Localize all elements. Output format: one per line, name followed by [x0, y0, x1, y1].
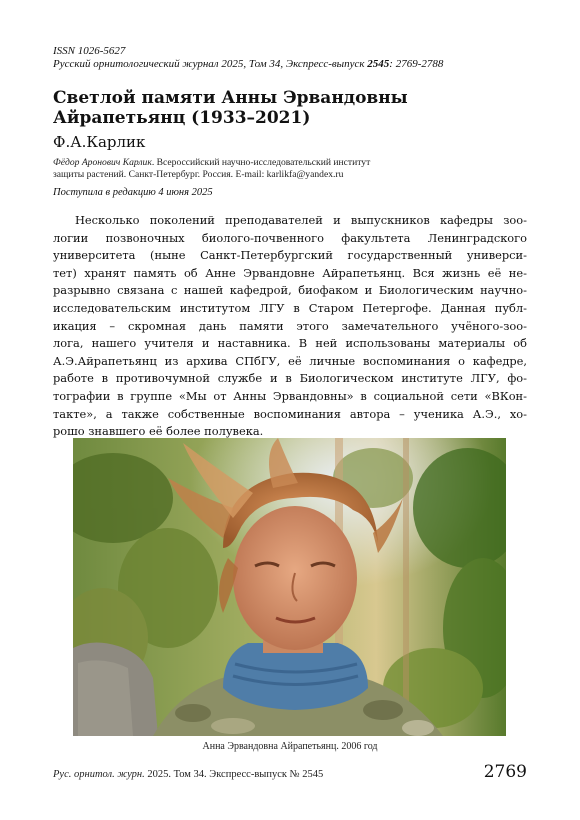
- body-line: логии позвоночных биолого-почвенного факультета Ленинградского: [53, 230, 527, 245]
- body-line: разрывно связана с нашей кафедрой, биофаком и Биологическим научно-: [53, 283, 527, 298]
- body-line: тет) хранят память об Анне Эрвандовне Айрапетьянц. Вся жизнь её не-: [53, 265, 527, 280]
- body-line: такте», а также собственные воспоминания автора – ученика А.Э., хо-: [53, 406, 527, 421]
- footer-citation: [53, 769, 323, 780]
- body-line: Несколько поколений преподавателей и выпускников кафедры зоо-: [75, 213, 527, 227]
- body-line: тографии в группе «Мы от Анны Эрвандовны» в социальной сети «ВКон-: [53, 388, 527, 403]
- article-body: [53, 212, 527, 441]
- footer-issue: 2025. Том 34. Экспресс-выпуск № 2545: [144, 769, 324, 780]
- affiliation-name: Фёдор Аронович Карлик: [53, 157, 152, 168]
- title-line-1: Светлой памяти Анны Эрвандовны: [53, 88, 408, 108]
- body-line: икация – скромная дань памяти этого замечательного учёного-зоо-: [53, 318, 527, 333]
- affiliation-institute: . Всероссийский научно-исследовательский институт: [151, 157, 371, 168]
- body-line: университета (ныне Санкт-Петербургский государственный универси-: [53, 248, 527, 263]
- journal-header: [53, 45, 533, 71]
- figure-caption: Анна Эрвандовна Айрапетьянц. 2006 год: [202, 741, 378, 752]
- page-range: : 2769-2788: [389, 58, 444, 70]
- portrait-illustration: [73, 438, 506, 736]
- issue-number: 2545: [367, 58, 390, 70]
- body-line: А.Э.Айрапетьянц из архива СПбГУ, её личные воспоминания о кафедре,: [53, 353, 527, 368]
- issn-line: ISSN 1026-5627: [53, 45, 126, 57]
- portrait-photo: [73, 438, 506, 736]
- received-date: Поступила в редакцию 4 июня 2025: [53, 187, 213, 198]
- body-line: работе в противочумной службе и в Биологическом институте ЛГУ, фо-: [53, 371, 527, 386]
- body-line: лога, нашего учителя и наставника. В ней использованы материалы об: [53, 336, 527, 351]
- affiliation-line-1: [53, 157, 533, 169]
- journal-citation-line: [53, 58, 533, 71]
- journal-citation-prefix: Русский орнитологический журнал 2025, Том 34, Экспресс-выпуск: [53, 58, 368, 70]
- author-name: Ф.А.Карлик: [53, 133, 146, 151]
- title-line-2: Айрапетьянц (1933–2021): [53, 108, 311, 128]
- page-number: 2769: [483, 762, 527, 782]
- author-affiliation: [53, 157, 533, 181]
- page-footer: [53, 768, 527, 782]
- footer-journal-abbrev: Рус. орнитол. журн.: [53, 769, 145, 780]
- affiliation-line-2: защиты растений. Санкт-Петербург. Россия. E-mail: karlikfa@yandex.ru: [53, 169, 344, 180]
- body-line: исследовательским институтом ЛГУ в Старом Петергофе. Данная публ-: [53, 300, 527, 315]
- article-title: [53, 88, 533, 128]
- body-line: рошо знавшего её более полувека.: [53, 424, 264, 439]
